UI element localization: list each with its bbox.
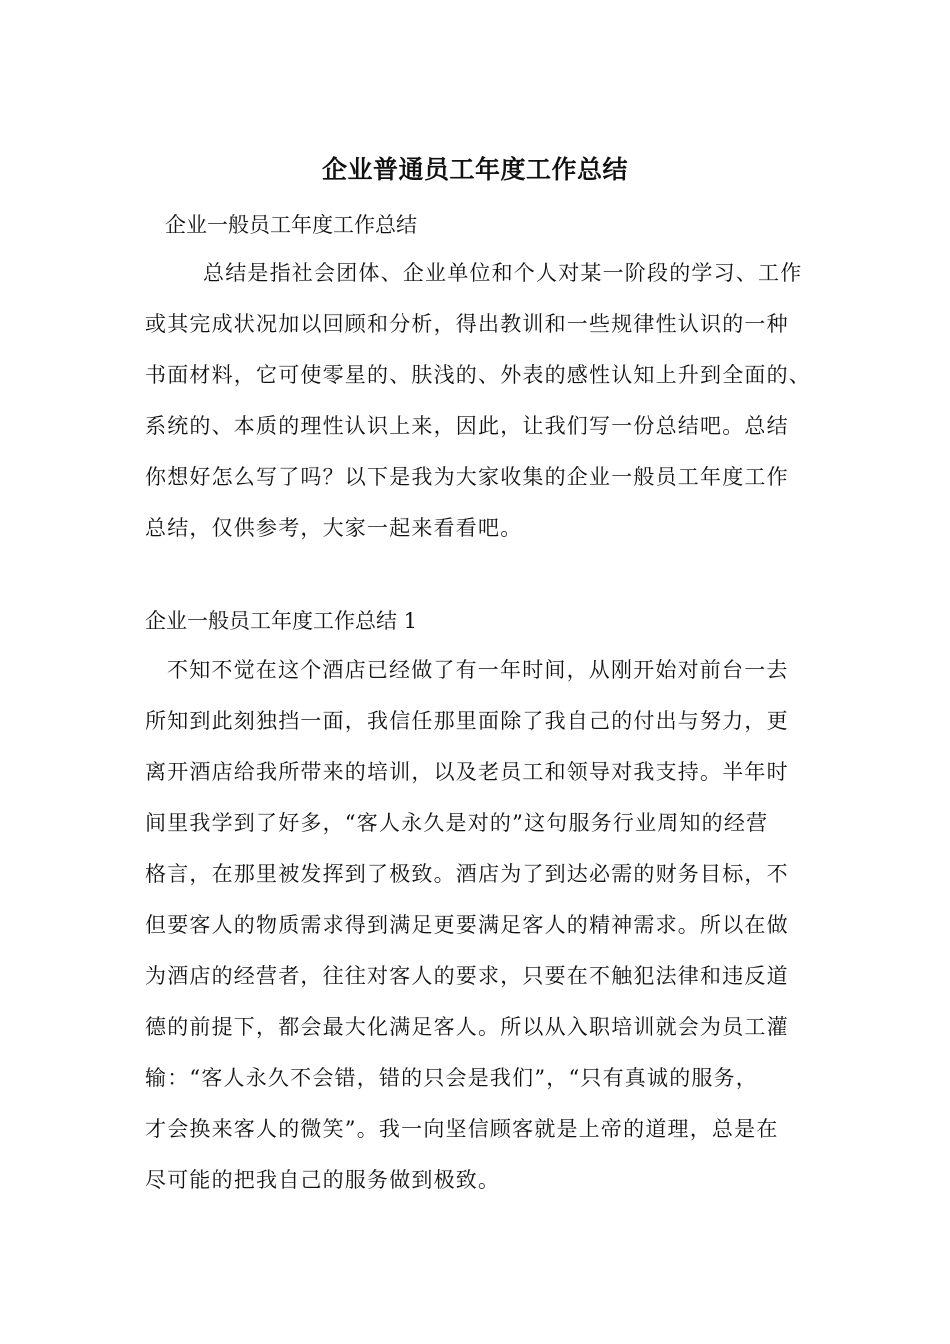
paragraph-line: 书面材料，它可使零星的、肤浅的、外表的感性认知上升到全面的、 [145, 363, 811, 387]
paragraph-line: 才会换来客人的微笑”。我一向坚信顾客就是上帝的道理，总是在 [145, 1117, 779, 1141]
paragraph-line: 输：“客人永久不会错，错的只会是我们”，“只有真诚的服务， [145, 1066, 759, 1090]
paragraph-line: 或其完成状况加以回顾和分析，得出教训和一些规律性认识的一种 [145, 312, 789, 336]
intro-paragraph [145, 248, 815, 554]
paragraph-line: 但要客人的物质需求得到满足更要满足客人的精神需求。所以在做 [145, 913, 789, 937]
paragraph-line: 间里我学到了好多，“客人永久是对的”这句服务行业周知的经营 [145, 811, 769, 835]
document-title: 企业普通员工年度工作总结 [321, 155, 628, 184]
paragraph-line: 所知到此刻独挡一面，我信任那里面除了我自己的付出与努力，更 [145, 709, 789, 733]
paragraph-line: 不知不觉在这个酒店已经做了有一年时间，从刚开始对前台一去 [167, 658, 789, 682]
paragraph-line: 你想好怎么写了吗？以下是我为大家收集的企业一般员工年度工作 [145, 465, 789, 489]
paragraph-line: 总结是指社会团体、企业单位和个人对某一阶段的学习、工作 [203, 261, 803, 285]
paragraph-line: 尽可能的把我自己的服务做到极致。 [145, 1168, 501, 1192]
body-paragraph [145, 645, 815, 1206]
section-heading: 企业一般员工年度工作总结 1 [145, 609, 418, 633]
paragraph-line: 系统的、本质的理性认识上来，因此，让我们写一份总结吧。总结 [145, 414, 789, 438]
paragraph-line: 德的前提下，都会最大化满足客人。所以从入职培训就会为员工灌 [145, 1015, 789, 1039]
paragraph-line: 格言，在那里被发挥到了极致。酒店为了到达必需的财务目标，不 [145, 862, 789, 886]
document-subtitle: 企业一般员工年度工作总结 [165, 213, 417, 237]
paragraph-line: 总结，仅供参考，大家一起来看看吧。 [145, 516, 523, 540]
paragraph-line: 离开酒店给我所带来的培训，以及老员工和领导对我支持。半年时 [145, 760, 789, 784]
paragraph-line: 为酒店的经营者，往往对客人的要求，只要在不触犯法律和违反道 [145, 964, 789, 988]
